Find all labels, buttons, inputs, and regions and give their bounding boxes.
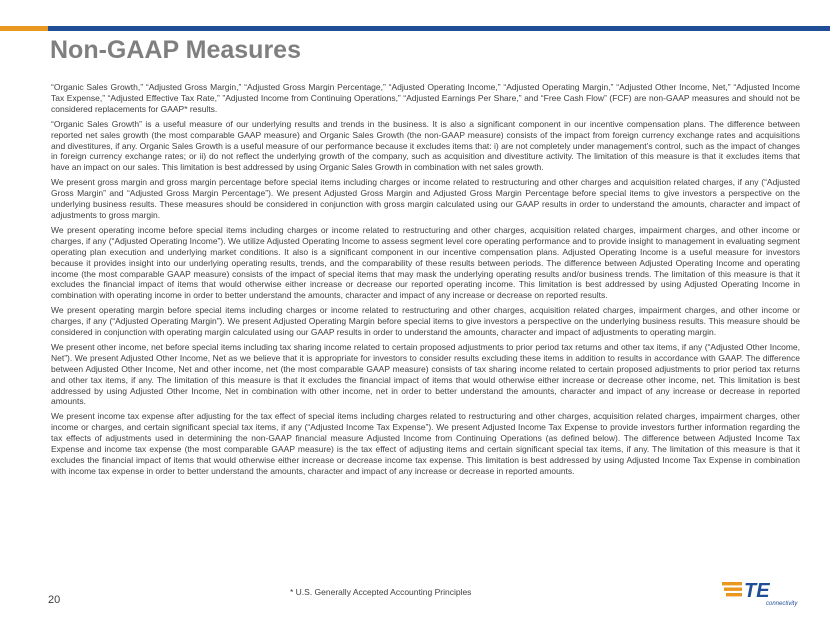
te-connectivity-logo-icon [720,576,800,608]
logo-subtext: connectivity [766,601,798,607]
body-text [51,82,800,481]
header-accent-orange [0,26,48,31]
footnote: * U.S. Generally Accepted Accounting Principles [290,587,472,597]
paragraph-adjusted-income-tax-expense: We present income tax expense after adjusting for the tax effect of special items including charges related to restructuring and other charges, acquisition related charges, impairment charges, other income or charges, and certain significant special tax items, if any (“Adjusted Income Tax Expense”). We present Adjusted Income Tax Expense to provide investors further information regarding the tax effects of adjustments used in determining the non-GAAP financial measure Adjusted Income from Continuing Operations (as defined below). The difference between Adjusted Income Tax Expense and income tax expense (the most comparable GAAP measure) is the tax effect of adjusting items and certain significant special tax items, if any. The limitation of this measure is that it excludes the financial impact of items that would otherwise either increase or decrease income tax expense. This limitation is best addressed by using Adjusted Income Tax Expense in combination with income tax expense in order to better understand the amounts, character and impact of any increase or decrease in reported amounts. [51,411,800,476]
page-number: 20 [48,594,61,606]
header-accent-bar [0,26,830,31]
paragraph-organic-sales-growth: “Organic Sales Growth” is a useful measure of our underlying results and trends in the business. It is also a significant component in our incentive compensation plans. The difference between reported net sales growth (the most comparable GAAP measure) and Organic Sales Growth (the non-GAAP measure) consists of the impact from foreign currency exchange rates and acquisitions and divestitures, if any. Organic Sales Growth is a useful measure of our performance because it excludes items that: i) are not completely under management’s control, such as the impact of changes in foreign currency exchange rates; or ii) do not reflect the underlying growth of the company, such as acquisition and divestiture activity. The limitation of this measure is that it excludes items that have an impact on our sales. This limitation is best addressed by using Organic Sales Growth in combination with net sales growth. [51,118,801,173]
paragraph-definitions: “Organic Sales Growth,” “Adjusted Gross Margin,” “Adjusted Gross Margin Percentage,” “Adjusted Operating Income,” “Adjusted Operating Margin,” “Adjusted Other Income, Net,” “Adjusted Income Tax Expense,” “Adjusted Effective Tax Rate,” ”Adjusted Income from Continuing Operations,” “Adjusted Earnings Per Share,” and “Free Cash Flow” (FCF) are non-GAAP measures and should not be considered replacements for GAAP* results. [51,82,800,114]
logo-stripe-1 [722,582,742,585]
logo-text: TE [744,580,770,602]
header-accent-blue [48,26,830,31]
logo-stripe-3 [726,593,742,596]
paragraph-adjusted-operating-income: We present operating income before special items including charges or income related to restructuring and other charges, acquisition related charges, impairment charges, and other income or charges, if any (“Adjusted Operating Income”). We utilize Adjusted Operating Income to assess segment level core operating performance and to provide insight to management in evaluating segment operating plan execution and underlying market conditions. It also is a significant component in our incentive compensation plans. Adjusted Operating Income is a useful measure for investors because it provides insight into our underlying operating results, trends, and the comparability of these results between periods. The difference between Adjusted Operating Income and operating income (the most comparable GAAP measure) consists of the impact of special items that may mask the underlying operating results and/or business trends. The limitation of this measure is that it excludes the financial impact of items that would otherwise either increase or decrease our reported operating income. This limitation is best addressed by using Adjusted Operating Income in combination with operating income in order to better understand the amounts, character and impact of any increase or decrease on reported results. [51,224,800,301]
paragraph-adjusted-other-income: We present other income, net before special items including tax sharing income related to certain proposed adjustments to prior period tax returns and other tax items, if any (“Adjusted Other Income, Net”). We present Adjusted Other Income, Net as we believe that it is appropriate for investors to consider results excluding these items in addition to results in accordance with GAAP. The difference between Adjusted Other Income, Net and other income, net (the most comparable GAAP measure) consists of tax sharing income related to certain proposed adjustments to prior period tax returns and other tax items, if any. The limitation of this measure is that it excludes the financial impact of items that would otherwise either increase or decrease other income, net. This limitation is best addressed by using Adjusted Other Income, Net in combination with other income, net in order to better understand the amounts, character and impact of any increase or decrease in reported amounts. [51,341,800,407]
paragraph-adjusted-gross-margin: We present gross margin and gross margin percentage before special items including charges or income related to restructuring and other charges and acquisition related charges, if any (“Adjusted Gross Margin” and “Adjusted Gross Margin Percentage”). We present Adjusted Gross Margin and Adjusted Gross Margin Percentage before special items to give investors a perspective on the underlying business results. These measures should be considered in conjunction with gross margin calculated using our GAAP results in order to understand the amounts, character and impact of adjustments to gross margin. [51,177,800,220]
logo-stripe-2 [724,588,742,591]
paragraph-adjusted-operating-margin: We present operating margin before special items including charges or income related to restructuring and other charges, acquisition related charges, impairment charges, and other income or charges, if any (“Adjusted Operating Margin”). We present Adjusted Operating Margin before special items to give investors a perspective on the underlying business results. This measure should be considered in conjunction with operating margin calculated using our GAAP results in order to understand the amounts, character and impact of adjustments to operating margin. [51,305,800,338]
page-title: Non-GAAP Measures [50,36,301,64]
